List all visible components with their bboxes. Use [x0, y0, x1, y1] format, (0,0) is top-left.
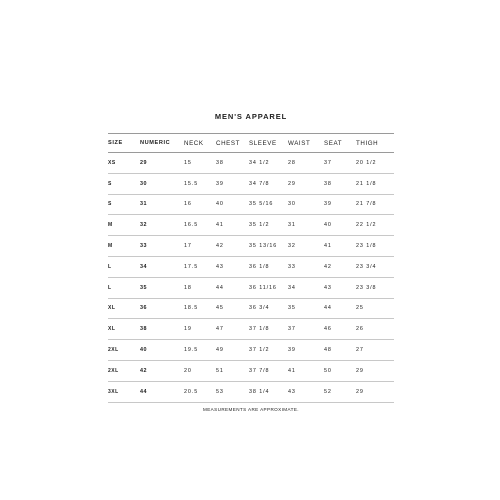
cell-neck: 20.5: [184, 388, 199, 395]
cell-chest: 45: [216, 305, 224, 312]
cell-seat: 40: [324, 222, 332, 229]
table-body: [108, 153, 394, 403]
cell-size: L: [108, 284, 112, 291]
cell-sleeve: 35 1/2: [249, 222, 270, 229]
cell-sleeve: 34 1/2: [249, 159, 270, 166]
cell-numeric: 31: [140, 201, 147, 208]
cell-thigh: 23 1/8: [356, 243, 377, 250]
cell-numeric: 36: [140, 305, 147, 312]
cell-numeric: 30: [140, 180, 147, 187]
cell-waist: 39: [288, 347, 296, 354]
cell-waist: 31: [288, 222, 296, 229]
cell-thigh: 22 1/2: [356, 222, 377, 229]
cell-chest: 43: [216, 263, 224, 270]
cell-neck: 15: [184, 159, 192, 166]
cell-sleeve: 34 7/8: [249, 180, 270, 187]
cell-numeric: 38: [140, 326, 147, 333]
cell-waist: 33: [288, 263, 296, 270]
table-row: [108, 173, 394, 194]
column-header-chest: CHEST: [216, 139, 240, 147]
cell-sleeve: 37 7/8: [249, 367, 270, 374]
cell-size: XL: [108, 326, 116, 333]
cell-chest: 38: [216, 159, 224, 166]
cell-sleeve: 38 1/4: [249, 388, 270, 395]
cell-chest: 40: [216, 201, 224, 208]
cell-numeric: 42: [140, 367, 147, 374]
cell-numeric: 34: [140, 263, 147, 270]
cell-waist: 41: [288, 367, 296, 374]
cell-chest: 53: [216, 388, 224, 395]
cell-chest: 51: [216, 367, 224, 374]
cell-thigh: 21 7/8: [356, 201, 377, 208]
cell-seat: 42: [324, 263, 332, 270]
cell-thigh: 23 3/4: [356, 263, 377, 270]
cell-size: XS: [108, 159, 116, 166]
table-row: [108, 340, 394, 361]
cell-seat: 48: [324, 347, 332, 354]
table-row: [108, 236, 394, 257]
cell-neck: 17.5: [184, 263, 199, 270]
cell-waist: 30: [288, 201, 296, 208]
cell-thigh: 20 1/2: [356, 159, 377, 166]
cell-size: S: [108, 201, 112, 208]
cell-waist: 34: [288, 284, 296, 291]
cell-sleeve: 36 11/16: [249, 284, 277, 291]
cell-seat: 38: [324, 180, 332, 187]
cell-size: 3XL: [108, 388, 119, 395]
cell-numeric: 44: [140, 388, 147, 395]
cell-thigh: 21 1/8: [356, 180, 377, 187]
column-header-size: SIZE: [108, 140, 123, 146]
cell-neck: 16: [184, 201, 192, 208]
cell-seat: 50: [324, 367, 332, 374]
cell-numeric: 40: [140, 347, 147, 354]
cell-size: S: [108, 180, 112, 187]
cell-seat: 46: [324, 326, 332, 333]
cell-neck: 19: [184, 326, 192, 333]
cell-sleeve: 35 5/16: [249, 201, 274, 208]
column-header-sleeve: SLEEVE: [249, 139, 277, 147]
size-table: [108, 133, 394, 403]
cell-thigh: 26: [356, 326, 364, 333]
cell-sleeve: 36 3/4: [249, 305, 270, 312]
table-row: [108, 153, 394, 174]
cell-numeric: 32: [140, 222, 147, 229]
table-row: [108, 381, 394, 402]
cell-waist: 32: [288, 243, 296, 250]
table-row: [108, 277, 394, 298]
table-row: [108, 256, 394, 277]
column-header-seat: SEAT: [324, 139, 343, 147]
cell-size: M: [108, 243, 113, 250]
cell-neck: 19.5: [184, 347, 199, 354]
cell-thigh: 27: [356, 347, 364, 354]
cell-numeric: 35: [140, 284, 147, 291]
cell-waist: 28: [288, 159, 296, 166]
cell-neck: 20: [184, 367, 192, 374]
cell-sleeve: 36 1/8: [249, 263, 270, 270]
table-row: [108, 319, 394, 340]
cell-size: XL: [108, 305, 116, 312]
table-row: [108, 215, 394, 236]
cell-neck: 15.5: [184, 180, 199, 187]
cell-seat: 37: [324, 159, 332, 166]
column-header-neck: NECK: [184, 139, 204, 147]
cell-chest: 39: [216, 180, 224, 187]
cell-waist: 29: [288, 180, 296, 187]
cell-seat: 39: [324, 201, 332, 208]
cell-waist: 35: [288, 305, 296, 312]
cell-chest: 44: [216, 284, 224, 291]
column-header-waist: WAIST: [288, 139, 311, 147]
size-chart: [108, 112, 394, 412]
cell-numeric: 33: [140, 243, 147, 250]
cell-seat: 52: [324, 388, 332, 395]
cell-sleeve: 35 13/16: [249, 243, 278, 250]
table-row: [108, 194, 394, 215]
cell-size: M: [108, 222, 113, 229]
cell-sleeve: 37 1/8: [249, 326, 270, 333]
cell-sleeve: 37 1/2: [249, 347, 270, 354]
cell-seat: 44: [324, 305, 332, 312]
cell-waist: 37: [288, 326, 296, 333]
cell-chest: 41: [216, 222, 224, 229]
cell-neck: 16.5: [184, 222, 199, 229]
cell-thigh: 29: [356, 388, 364, 395]
cell-size: L: [108, 263, 112, 270]
header-row: [108, 134, 394, 153]
cell-chest: 49: [216, 347, 224, 354]
column-header-numeric: NUMERIC: [140, 140, 171, 146]
cell-numeric: 29: [140, 159, 147, 166]
cell-neck: 18.5: [184, 305, 199, 312]
table-row: [108, 360, 394, 381]
cell-size: 2XL: [108, 347, 119, 354]
cell-thigh: 25: [356, 305, 364, 312]
cell-chest: 47: [216, 326, 224, 333]
measurement-note: MEASUREMENTS ARE APPROXIMATE.: [202, 406, 299, 412]
cell-seat: 41: [324, 243, 332, 250]
cell-thigh: 29: [356, 367, 364, 374]
cell-seat: 43: [324, 284, 332, 291]
cell-thigh: 23 3/8: [356, 284, 377, 291]
column-header-thigh: THIGH: [356, 139, 379, 147]
cell-waist: 43: [288, 388, 296, 395]
cell-neck: 17: [184, 243, 192, 250]
cell-neck: 18: [184, 284, 192, 291]
cell-chest: 42: [216, 243, 224, 250]
table-row: [108, 298, 394, 319]
cell-size: 2XL: [108, 367, 119, 374]
chart-title: MEN'S APPAREL: [214, 112, 288, 121]
